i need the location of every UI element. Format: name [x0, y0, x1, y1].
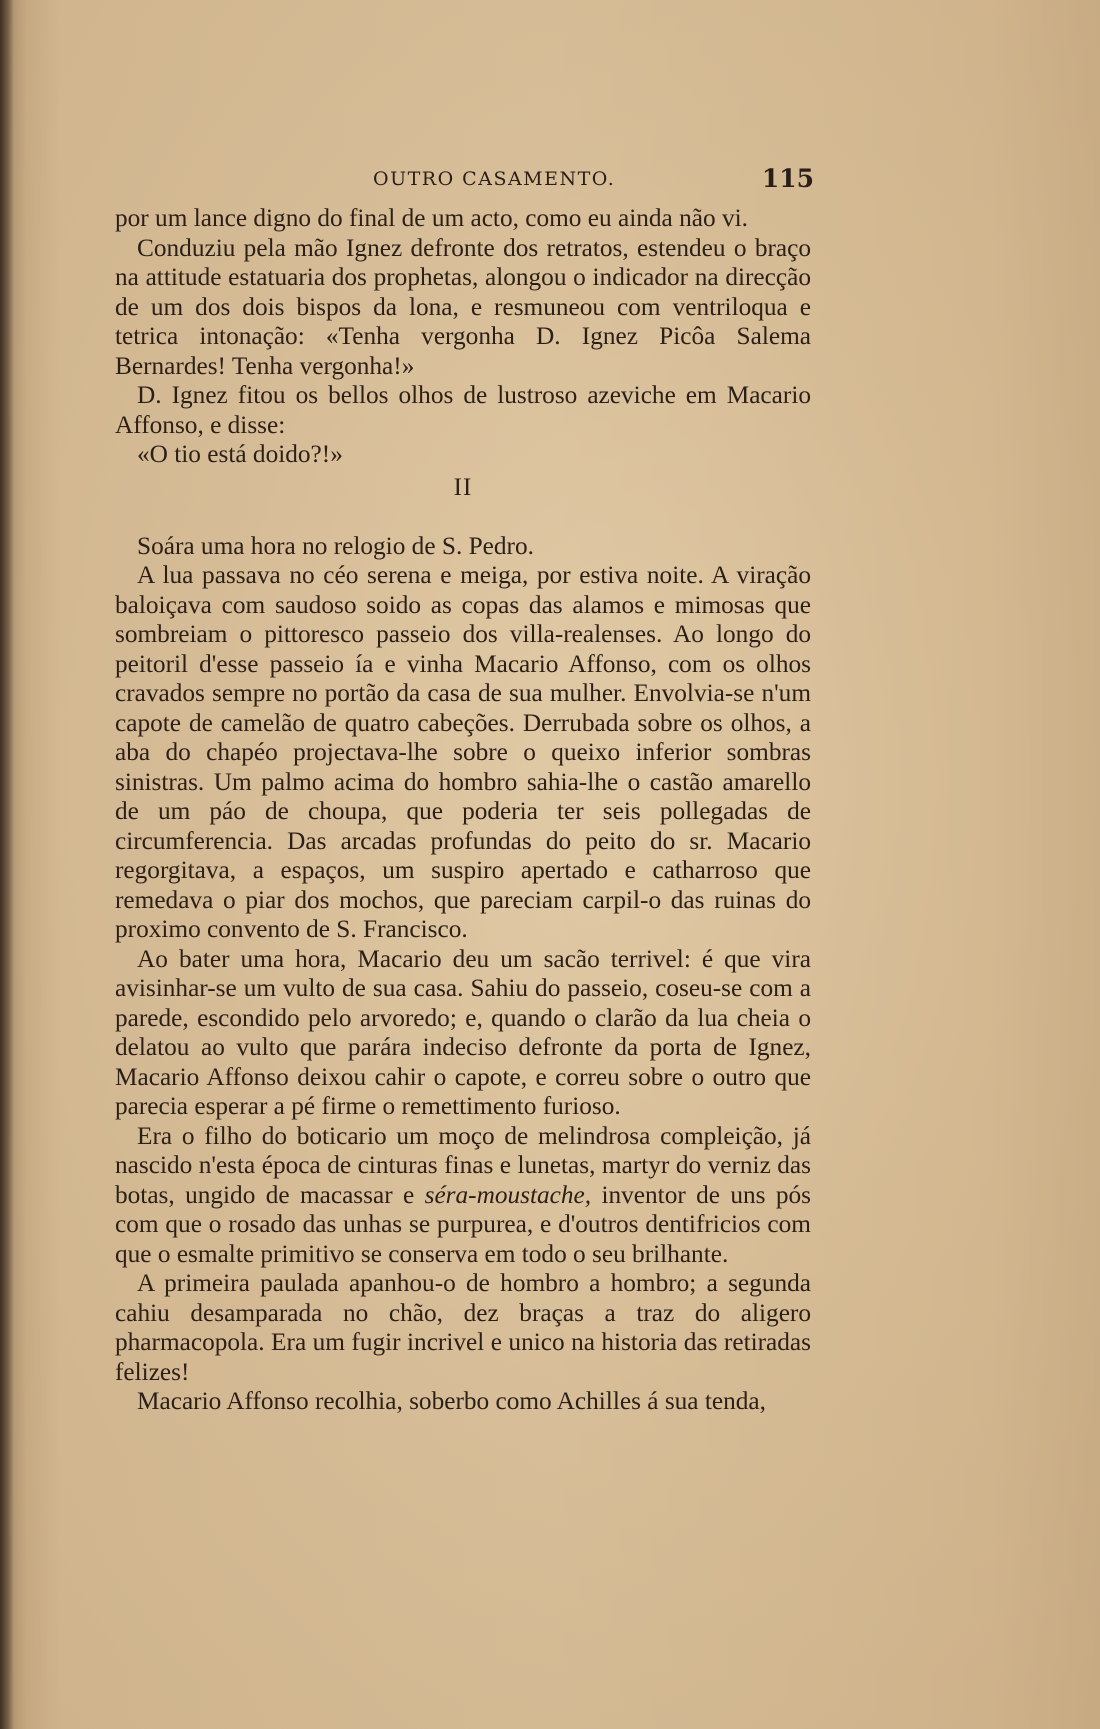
paragraph-1: por um lance digno do final de um acto, como eu ainda não vi. — [115, 204, 748, 232]
paragraph-4-quote: «O tio está doido?!» — [137, 440, 343, 468]
paragraph-9: A primeira paulada apanhou-o de hombro a hombro; a segunda cahiu desamparada no chão, dez braças a traz do aligero pharmacopola. Era um fugir incrivel e unico na historia das retiradas felizes! — [115, 1269, 811, 1386]
paragraph-6: A lua passava no céo serena e meiga, por estiva noite. A viração baloiçava com saudoso soido as copas das alamos e mimosas que sombreiam o pittoresco passeio dos villa-realenses. Ao longo do peitoril d'esse passeio ía e vinha Macario Affonso, com os olhos cravados sempre no portão da casa de sua mulher. Envolvia-se n'um capote de camelão de quatro cabeções. Derrubada sobre os olhos, a aba do chapéo projectava-lhe sobre o queixo inferior sombras sinistras. Um palmo acima do hombro sahia-lhe o castão amarello de um páo de choupa, que poderia ter seis pollegadas de circumferencia. Das arcadas profundas do peito do sr. Macario regorgitava, a espaços, um suspiro apertado e catharroso que remedava o piar dos mochos, que pareciam carpil-o das ruinas do proximo convento de S. Francisco. — [115, 561, 811, 943]
page-number: 115 — [761, 164, 814, 193]
paragraph-3: D. Ignez fitou os bellos olhos de lustroso azeviche em Macario Affonso, e disse: — [115, 381, 811, 439]
running-title: OUTRO CASAMENTO. — [373, 168, 616, 190]
running-header — [118, 164, 816, 196]
body-text — [115, 204, 811, 1417]
paragraph-10: Macario Affonso recolhia, soberbo como Achilles á sua tenda, — [137, 1387, 766, 1415]
paragraph-2: Conduziu pela mão Ignez defronte dos retratos, estendeu o braço na attitude estatuaria dos prophetas, alongou o indicador na direcção de um dos dois bispos da lona, e resmuneou com ventriloqua e tetrica intonação: «Tenha vergonha D. Ignez Picôa Salema Bernardes! Tenha vergonha!» — [115, 233, 811, 380]
paragraph-8 — [115, 1122, 811, 1270]
paragraph-8-text-a: Era o filho do boticario um moço de melindrosa compleição, já nascido n'esta época de cinturas finas e lunetas, martyr do verniz das botas, ungido de macassar e — [115, 1121, 811, 1209]
paragraph-8-text-b: inventor de uns pós com que o rosado das unhas se purpurea, e d'outros dentifricios com que o esmalte primitivo se conserva em todo o seu brilhante. — [115, 1180, 811, 1268]
section-heading: II — [453, 473, 473, 501]
paragraph-7: Ao bater uma hora, Macario deu um sacão terrivel: é que vira avisinhar-se um vulto de sua casa. Sahiu do passeio, coseu-se com a parede, escondido pelo arvoredo; e, quando o clarão da lua cheia o delatou ao vulto que parára indeciso defronte da porta de Ignez, Macario Affonso deixou cahir o capote, e correu sobre o outro que parecia esperar a pé firme o remettimento furioso. — [115, 944, 811, 1120]
paragraph-5: Soára uma hora no relogio de S. Pedro. — [137, 531, 534, 560]
paragraph-8-italic: séra-moustache, — [424, 1180, 592, 1209]
